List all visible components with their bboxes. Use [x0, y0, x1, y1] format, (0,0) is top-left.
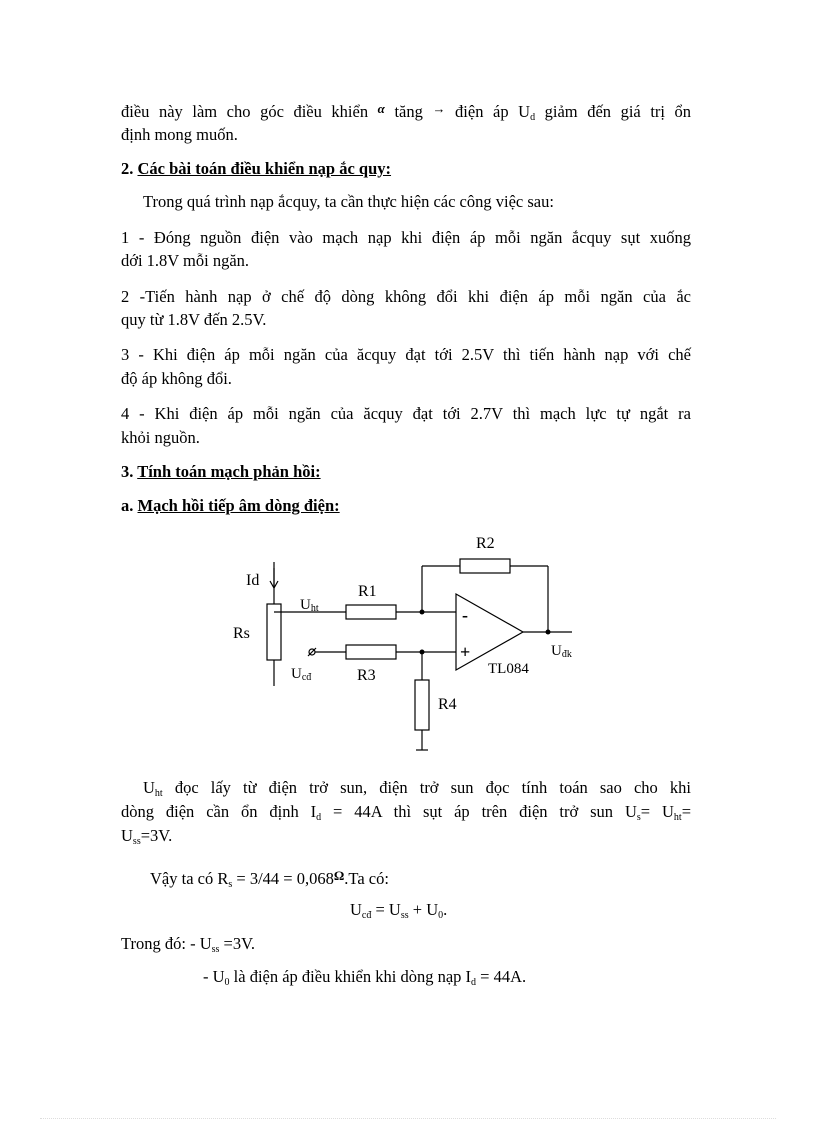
- u0-definition-line: - $U_0$ là điện áp điều khiển khi dòng nạp $I_d = 44A$.: [203, 967, 527, 988]
- r4-label: R4: [438, 696, 457, 713]
- where-line: Trong đó: - $U_{ss} =3V$.: [121, 934, 256, 955]
- r1-label: R1: [358, 583, 377, 600]
- list-item-4-line-2: khỏi nguồn.: [121, 428, 200, 447]
- r3-resistor: [346, 645, 396, 659]
- opamp-label: TL084: [488, 661, 529, 677]
- arrow-icon: →: [432, 101, 446, 116]
- junction-dot-minus: [420, 610, 425, 615]
- body-p1-line-2: dòng điện cần ổn định $I_d = 44A$ thì sụt áp trên điện trở sun $U_s= U_{ht}=$: [121, 802, 691, 823]
- body-p1-line-3: $U_{ss}=3V$.: [121, 826, 173, 847]
- plus-sign: +: [460, 642, 471, 662]
- junction-dot-output: [546, 630, 551, 635]
- section-3-title: Tính toán mạch phản hồi:: [137, 462, 321, 481]
- r3-label: R3: [357, 667, 376, 684]
- page-bottom-divider: [40, 1118, 776, 1119]
- list-item-2-line-1: 2 -Tiến hành nạp ở chế độ dòng không đổi khi điện áp mỗi ngăn của ắc: [121, 287, 691, 306]
- r2-label: R2: [476, 535, 495, 552]
- uht-label: Uht: [300, 597, 319, 614]
- section-2-title: Các bài toán điều khiển nạp ắc quy:: [137, 159, 392, 178]
- subsection-a-title: Mạch hồi tiếp âm dòng điện:: [137, 496, 340, 515]
- intro-text-c: điện áp U: [455, 102, 531, 121]
- list-item-4-line-1: 4 - Khi điện áp mỗi ngăn của ăcquy đạt tới 2.7V thì mạch lực tự ngắt ra: [121, 404, 691, 423]
- section-2-number: 2.: [121, 159, 134, 178]
- subsection-a-number: a.: [121, 496, 134, 515]
- section-2-lead: Trong quá trình nạp ắcquy, ta cần thực hiện các công việc sau:: [143, 192, 554, 211]
- rs-calc-line: Vậy ta có $R_s = 3/44 = 0,068^\Omega.Ta$ có:: [150, 868, 389, 890]
- body-p1-line-1: $U_{ht}$ đọc lấy từ điện trở sun, điện trở sun đọc tính toán sao cho khi: [143, 778, 692, 799]
- intro-text-b: tăng: [394, 102, 423, 121]
- omega-symbol: Ω: [333, 868, 345, 883]
- intro-sub-d: d: [530, 112, 536, 123]
- list-item-3-line-2: độ áp không đổi.: [121, 369, 232, 388]
- intro-text-d: giảm đến giá trị ổn: [544, 102, 692, 121]
- ucd-label: Ucđ: [291, 666, 312, 683]
- equation-line: $U_{cđ} = U_{ss} + U_0$.: [350, 900, 448, 921]
- r4-resistor: [415, 680, 429, 730]
- list-item-3-line-1: 3 - Khi điện áp mỗi ngăn của ăcquy đạt tới 2.5V thì tiến hành nạp với chế: [121, 345, 691, 364]
- intro-text-a: điều này làm cho góc điều khiển: [121, 102, 369, 121]
- junction-dot-plus: [420, 650, 425, 655]
- alpha-symbol: α: [377, 101, 385, 116]
- intro-line-2: định mong muốn.: [121, 125, 238, 144]
- r2-resistor: [460, 559, 510, 573]
- rs-label: Rs: [233, 625, 250, 642]
- list-item-2-line-2: quy từ 1.8V đến 2.5V.: [121, 310, 267, 329]
- r1-resistor: [346, 605, 396, 619]
- list-item-1-line-1: 1 - Đóng nguồn điện vào mạch nạp khi điện áp mỗi ngăn ắcquy sụt xuống: [121, 228, 691, 247]
- section-3-number: 3.: [121, 462, 134, 481]
- id-label: Id: [246, 572, 260, 589]
- udk-label: Uđk: [551, 643, 572, 660]
- list-item-1-line-2: dới 1.8V mỗi ngăn.: [121, 251, 250, 270]
- minus-sign: -: [462, 605, 468, 625]
